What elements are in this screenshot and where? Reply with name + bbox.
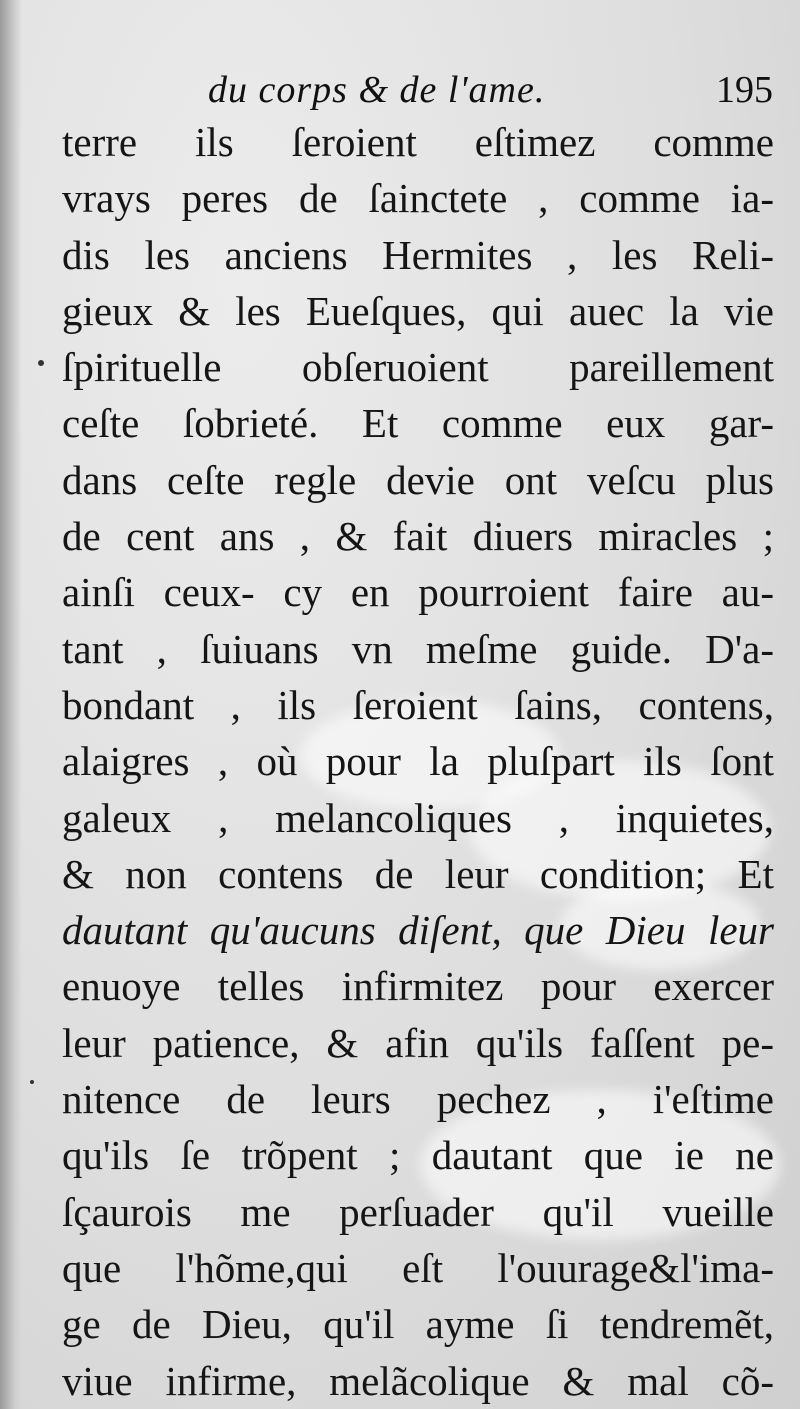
text-line: tant , ſuiuans vn meſme guide. D'a- (62, 625, 774, 672)
text-line: terre ils ſeroient eſtimez comme (62, 119, 774, 165)
text-line: & non contens de leur condition; Et (62, 850, 774, 897)
body-text (62, 114, 774, 1409)
margin-mark (30, 1080, 34, 1084)
page-number: 195 (716, 69, 773, 111)
text-line: viue infirme, melãcolique & mal cõ- (62, 1357, 774, 1404)
text-line: ainſi ceux- cy en pourroient faire au- (62, 569, 774, 616)
text-line: qu'ils ſe trõpent ; dautant que ie ne (62, 1132, 774, 1179)
page-gutter (0, 0, 22, 1409)
text-line: dis les anciens Hermites , les Reli- (62, 231, 774, 278)
text-line: bondant , ils ſeroient ſains, contens, (62, 681, 774, 728)
text-line: gieux & les Eueſques, qui auec la vie (62, 287, 774, 334)
text-line: enuoye telles infirmitez pour exercer (62, 963, 774, 1010)
running-head (0, 68, 800, 118)
text-line: vrays peres de ſainctete , comme ia- (62, 175, 774, 222)
text-line: leur patience, & afin qu'ils faſſent pe- (62, 1019, 774, 1066)
text-line: que l'hõme,qui eſt l'ouurage&l'ima- (62, 1244, 774, 1291)
text-line: ge de Dieu, qu'il ayme ſi tendremẽt, (62, 1301, 774, 1348)
text-line: nitence de leurs pechez , i'eſtime (62, 1076, 774, 1123)
running-title: du corps & de l'ame. (208, 69, 546, 111)
text-line: ceſte ſobrieté. Et comme eux gar- (62, 400, 774, 447)
text-line-italic: dautant qu'aucuns diſent, que Dieu leur (62, 907, 774, 954)
text-line: dans ceſte regle devie ont veſcu plus (62, 456, 774, 503)
text-line: alaigres , où pour la pluſpart ils ſont (62, 738, 774, 785)
text-line: ſçaurois me perſuader qu'il vueille (62, 1188, 774, 1235)
text-line: de cent ans , & fait diuers miracles ; (62, 513, 774, 560)
margin-mark (38, 360, 44, 366)
text-line: galeux , melancoliques , inquietes, (62, 794, 774, 841)
text-line: ſpirituelle obſeruoient pareillement (62, 344, 774, 391)
